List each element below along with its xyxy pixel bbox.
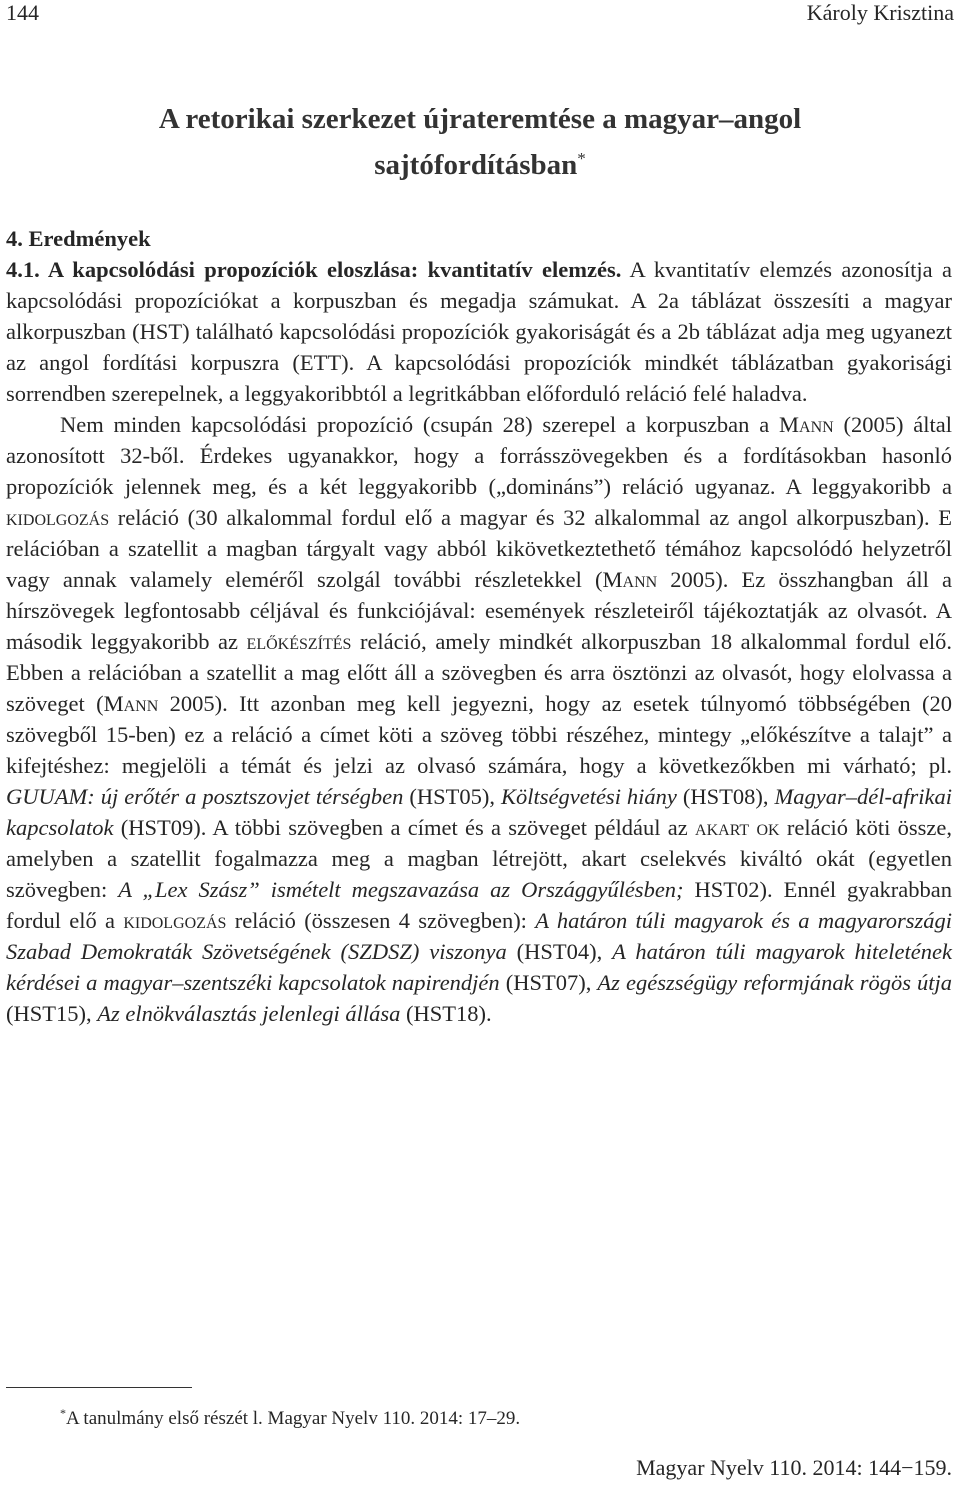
footnote <box>60 1408 520 1430</box>
example-title: A határon túli magyarok és a magyarországi Szabad Demokraták Szövetségének (SZDSZ) viszonya <box>6 908 953 964</box>
title-footnote-marker: * <box>577 149 586 168</box>
text-run: (2005) által azonosított 32-ből. Érdekes ugyanakkor, hogy a forrásszövegekben és a fordításokban hasonló propozíciók jelennek meg, és a két leggyakoribb („domináns”) reláció ugyanaz. A leggyakoribb a <box>6 412 952 499</box>
author-citation: Mann <box>103 691 159 716</box>
running-header <box>6 0 954 30</box>
author-citation: Mann <box>779 412 834 437</box>
paragraph-2 <box>6 409 952 1029</box>
text-run: reláció köti össze, amelyben a szatellit fogalmazza meg a magban létrejött, akart cselekvés kiváltó okát (egyetlen szövegben: <box>6 815 952 902</box>
example-title: GUUAM: új erőtér a posztszovjet térségben <box>6 784 404 809</box>
journal-citation: Magyar Nyelv 110. 2014: 144−159. <box>636 1455 952 1480</box>
footnote-marker: * <box>60 1406 66 1420</box>
text-run: reláció (összesen 4 szövegben): <box>226 908 536 933</box>
text-run: (HST09). A többi szövegben a címet és a szöveget például az <box>113 815 696 840</box>
article-body <box>6 223 952 1029</box>
section-heading: 4. Eredmények <box>6 226 151 251</box>
example-title: Magyar–dél-afrikai kapcsolatok <box>6 784 952 840</box>
text-run: (HST04), <box>506 939 613 964</box>
text-run: reláció, amely mindkét alkorpuszban 18 alkalommal fordul elő. Ebben a relációban a szatellit a mag előtt áll a szövegben és arra ösztönzi az olvasót, hogy elolvassa a szöveget ( <box>6 629 953 716</box>
text-run: (HST08), <box>676 784 775 809</box>
title-line-2 <box>60 142 900 188</box>
example-title: A határon túli magyarok hiteletének kérdései a magyar–szentszéki kapcsolatok napirendjén <box>6 939 952 995</box>
paragraph-1 <box>6 254 952 409</box>
article-title <box>60 96 900 188</box>
example-title: Az elnökválasztás jelenlegi állása <box>97 1001 401 1026</box>
author-citation: Mann <box>602 567 658 592</box>
text-run: 2005). Itt azonban meg kell jegyezni, hogy az esetek túlnyomó többségében (20 szövegből 15-ben) ez a reláció a címet köti a szöveg többi részéhez, mintegy „előkészítve a talajt” a kifejtéshez: megjelöli a témát és jelzi az olvasó számára, hogy a következőkben mi várható; pl. <box>6 691 952 778</box>
relation-term: előkészítés <box>246 629 352 654</box>
example-title: Költségvetési hiány <box>500 784 677 809</box>
paragraph-1-text: A kvantitatív elemzés azonosítja a kapcsolódási propozíciókat a korpuszban és megadja számukat. A 2a táblázat összesíti a magyar alkorpuszban (HST) található kapcsolódási propozíciók gyakoriságát és a 2b táblázat adja meg ugyanezt az angol fordítási korpuszra (ETT). A kapcsolódási propozíciók mindkét táblázatban gyakorisági sorrendben szerepelnek, a leggyakoribbtól a legritkábban előforduló reláció felé haladva. <box>6 257 953 406</box>
relation-term: akart ok <box>695 815 780 840</box>
text-run: (HST07), <box>499 970 598 995</box>
text-run: reláció (30 alkalommal fordul elő a magyar és 32 alkalommal az angol alkorpuszban). E relációban a szatellit a magban tárgyalt vagy abból kikövetkeztethető témához kapcsolódó helyzetről vagy annak valamely eleméről szolgál további részletekkel ( <box>6 505 952 592</box>
text-run: (HST05), <box>403 784 501 809</box>
text-run: 2005). Ez összhangban áll a hírszövegek legfontosabb céljával és funkciójával: események részleteiről tájékoztatják az olvasót. A második leggyakoribb az <box>6 567 953 654</box>
footnote-text: A tanulmány első részét l. Magyar Nyelv 110. 2014: 17–29. <box>66 1408 521 1429</box>
example-title: Az egészségügy reformjának rögös útja <box>597 970 953 995</box>
subsection-heading: 4.1. A kapcsolódási propozíciók eloszlása: kvantitatív elemzés. <box>6 257 622 282</box>
title-line-2-text: sajtófordításban <box>374 149 578 181</box>
example-title: A „Lex Szász” ismételt megszavazása az Országgyűlésben; <box>118 877 684 902</box>
text-run: (HST18). <box>400 1001 492 1026</box>
running-author: Károly Krisztina <box>806 0 954 25</box>
text-run: (HST15), <box>6 1001 98 1026</box>
text-run: HST02). Ennél gyakrabban fordul elő a <box>6 877 952 933</box>
page-number: 144 <box>6 0 39 25</box>
relation-term: kidolgozás <box>6 505 110 530</box>
footnote-divider <box>6 1387 192 1388</box>
relation-term: kidolgozás <box>123 908 227 933</box>
text-run: Nem minden kapcsolódási propozíció (csupán 28) szerepel a korpuszban a <box>60 412 780 437</box>
title-line-1: A retorikai szerkezet újrateremtése a magyar–angol <box>158 103 802 135</box>
